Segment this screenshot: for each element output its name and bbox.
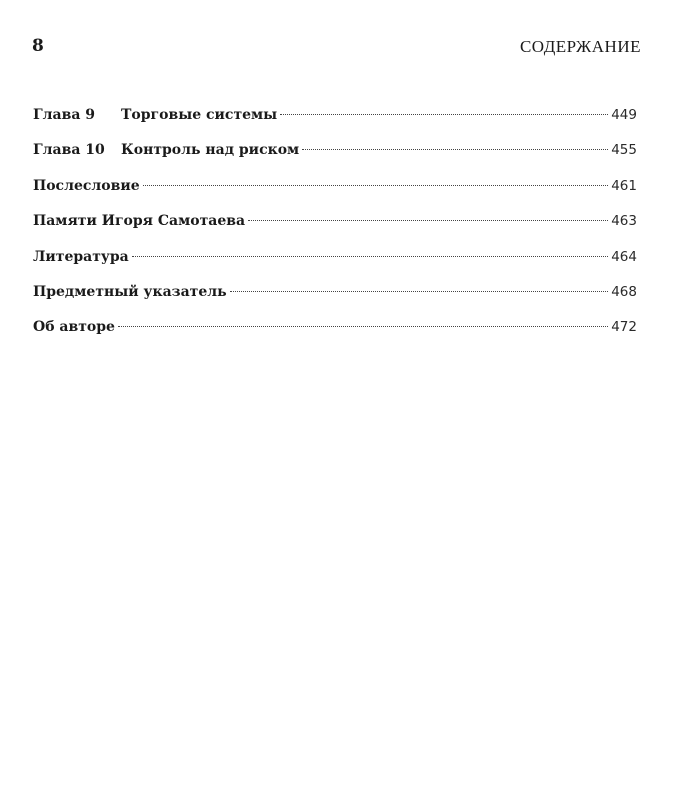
toc-entry-label bbox=[33, 174, 140, 198]
toc-entry-in-memory bbox=[33, 209, 637, 244]
toc-entry-subject-index bbox=[33, 280, 637, 315]
toc-page-number: 455 bbox=[611, 142, 637, 159]
toc-entry-title: Торговые системы bbox=[121, 107, 278, 123]
toc-page-number: 463 bbox=[611, 213, 637, 230]
toc-entry-label bbox=[33, 138, 299, 162]
page-number: 8 bbox=[32, 36, 44, 56]
toc-entry-afterword bbox=[33, 174, 637, 209]
toc-chapter-number: Глава 10 bbox=[33, 142, 105, 159]
toc-entry-label bbox=[33, 245, 129, 269]
toc-dot-leader bbox=[118, 326, 608, 327]
toc-dot-leader bbox=[248, 220, 608, 221]
toc-entry-label bbox=[33, 209, 245, 233]
toc-dot-leader bbox=[132, 256, 609, 257]
toc-page-number: 449 bbox=[611, 107, 637, 123]
toc-dot-leader bbox=[302, 149, 608, 150]
toc-dot-leader bbox=[280, 114, 608, 115]
toc-entry-title: Контроль над риском bbox=[121, 142, 300, 159]
toc-entry-literature bbox=[33, 245, 637, 280]
toc-entry-about-author bbox=[33, 315, 637, 350]
toc-page-number: 461 bbox=[611, 177, 637, 194]
toc-dot-leader bbox=[230, 291, 609, 292]
toc-entry-chapter-9 bbox=[33, 103, 637, 138]
toc-entry-title: Литература bbox=[33, 248, 129, 265]
toc-entry-title: Об авторе bbox=[33, 319, 115, 336]
table-of-contents bbox=[33, 103, 637, 351]
toc-chapter-number: Глава 9 bbox=[33, 107, 96, 123]
toc-entry-title: Памяти Игоря Самотаева bbox=[33, 213, 246, 230]
toc-entry-label bbox=[33, 315, 115, 339]
toc-entry-label bbox=[33, 280, 227, 304]
toc-entry-title: Предметный указатель bbox=[33, 283, 227, 300]
toc-page-number: 472 bbox=[611, 319, 637, 336]
toc-entry-chapter-10 bbox=[33, 138, 637, 173]
toc-entry-title: Послесловие bbox=[33, 177, 140, 194]
toc-entry-label bbox=[33, 103, 277, 127]
toc-page-number: 464 bbox=[611, 248, 637, 265]
running-head: СОДЕРЖАНИЕ bbox=[519, 37, 641, 56]
toc-page-number: 468 bbox=[611, 283, 637, 300]
toc-dot-leader bbox=[143, 185, 609, 186]
